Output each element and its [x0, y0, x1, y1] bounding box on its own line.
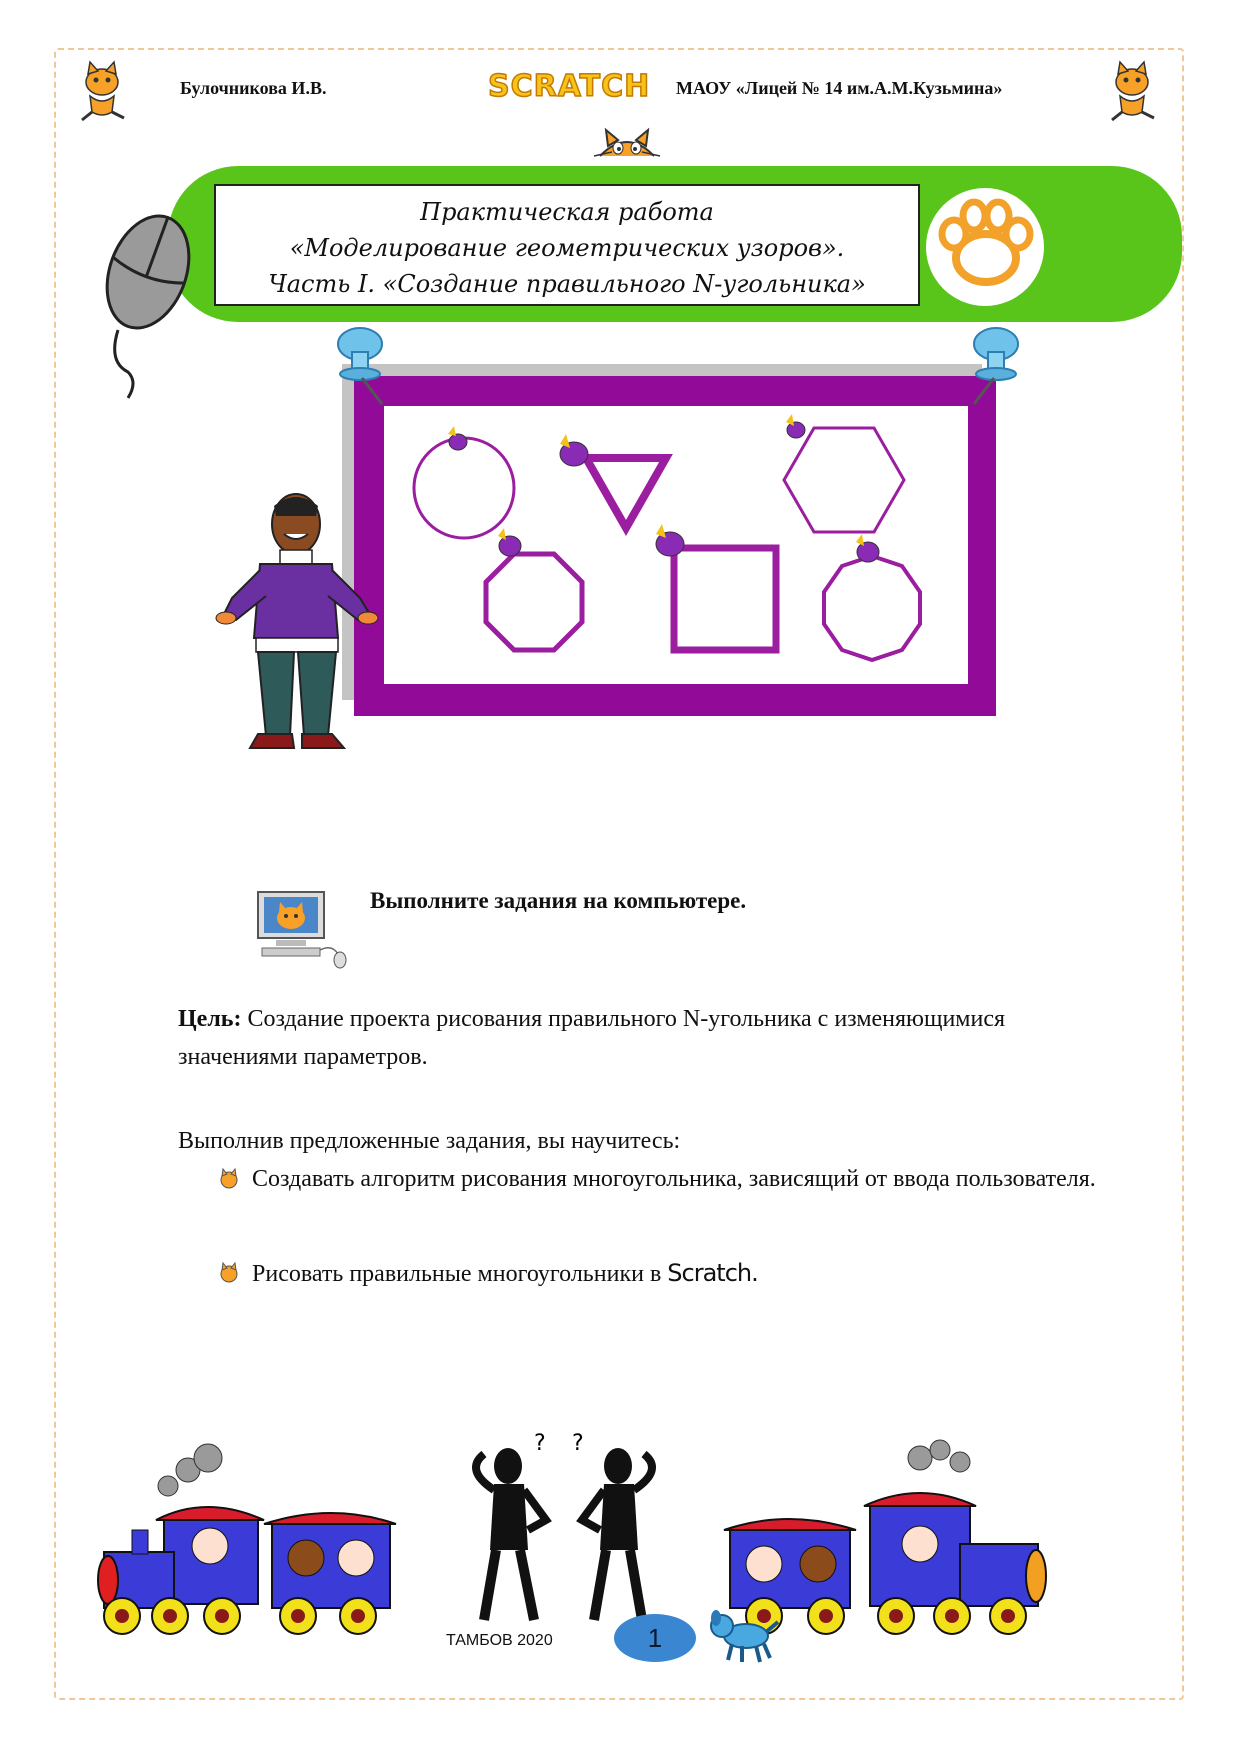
decagon-shape [824, 556, 920, 660]
sprite-icon [857, 542, 879, 562]
cat-mascot-right-icon [1102, 60, 1162, 122]
svg-text:?: ? [534, 1431, 546, 1456]
computer-mouse-icon [98, 212, 198, 402]
square-shape [674, 548, 776, 650]
sprite-icon [499, 536, 521, 556]
goal-paragraph [178, 1000, 1108, 1076]
circle-shape [414, 438, 514, 538]
cat-face-icon [592, 126, 662, 166]
cat-bullet-icon [218, 1262, 240, 1284]
title-box [214, 184, 920, 306]
board-shapes [384, 406, 968, 684]
cat-mascot-left-icon [72, 60, 132, 122]
dog-icon [708, 1606, 782, 1664]
scratch-logo [486, 66, 656, 102]
paw-icon [936, 198, 1036, 294]
computer-cat-icon [254, 888, 348, 970]
header-school: МАОУ «Лицей № 14 им.А.М.Кузьмина» [676, 78, 1003, 98]
intro-text: Выполнив предложенные задания, вы научитесь: [178, 1128, 681, 1154]
list-item [218, 1254, 1118, 1293]
train-left-illustration [96, 1440, 428, 1640]
cat-bullet-icon [218, 1168, 240, 1190]
hexagon-shape [784, 428, 904, 532]
triangle-shape [586, 458, 666, 528]
thinking-figures-illustration [454, 1430, 674, 1630]
title-line-1: Практическая работа [420, 198, 714, 226]
sprite-icon [449, 434, 467, 450]
bullet-text: Рисовать правильные многоугольники в [252, 1261, 668, 1287]
sprite-icon [787, 422, 805, 438]
title-line-2: «Моделирование геометрических узоров». [289, 234, 845, 262]
pushpin-right-icon [956, 322, 1026, 406]
scratch-word: Scratch. [667, 1259, 758, 1287]
goal-label: Цель: [178, 1006, 242, 1032]
page-number: 1 [614, 1614, 696, 1662]
pushpin-left-icon [330, 322, 400, 406]
header-author: Булочникова И.В. [180, 78, 327, 98]
svg-text:SCRATCH: SCRATCH [488, 69, 651, 104]
bullet-text: Создавать алгоритм рисования многоугольника, зависящий от ввода пользователя. [252, 1166, 1096, 1192]
footer-city-year: ТАМБОВ 2020 [446, 1632, 553, 1649]
task-instruction: Выполните задания на компьютере. [370, 888, 747, 913]
goal-text: Создание проекта рисования правильного N-угольника с изменяющимися значениями параметров. [178, 1006, 1006, 1070]
title-line-3: Часть I. «Создание правильного N-угольника» [268, 270, 866, 298]
octagon-shape [486, 554, 582, 650]
svg-text:?: ? [572, 1431, 584, 1456]
cartoon-man-illustration [222, 488, 372, 750]
list-item [218, 1160, 1118, 1198]
